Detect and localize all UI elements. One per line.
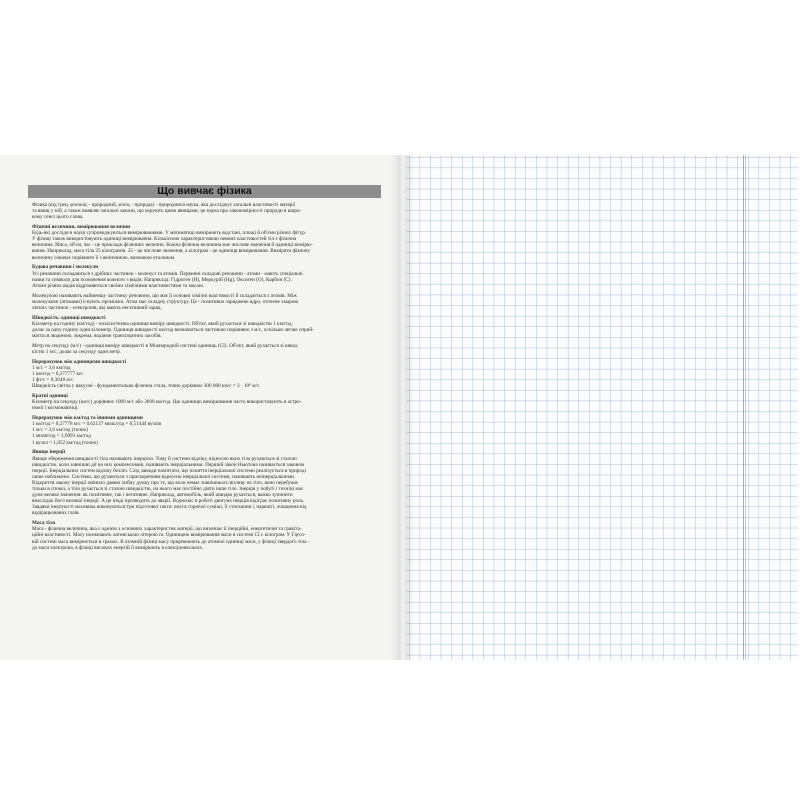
- text-line: 1 миля/год = 1,6093 км/год: [32, 433, 91, 440]
- text-line: Фізика (від грец. φυσικός - природний, φύσις - природа) - природнича наука, яка досліджує загальні властивості матерії: [32, 202, 296, 208]
- printed-reference-page: [0, 155, 400, 660]
- text-line: Метр на секунду (м/с) - одиниця виміру швидкості в Міжнародній системі одиниць (СІ). Об'єкт, який рухається зі швид-: [32, 342, 299, 349]
- text-line: дуже велике значення: як позитивне, так і негативне. Наприклад, автомобіль, який швидко рухається, важко зупинити: [32, 492, 293, 499]
- text-section: [32, 202, 382, 220]
- text-line: Молекулою називають найменшу частинку речовини, що має її основні хімічні властивості й складається з атомів. Між: [32, 292, 297, 299]
- text-line: Атоми різних видів відрізняються своїми хімічними властивостями та масою.: [32, 282, 205, 289]
- text-line: номії і космонавтиці.: [32, 405, 79, 412]
- text-line: ційні властивості. Масу позначають латинською літерою m. Одиницею вимірювання маси в системі СІ є кілограм. У Гаусо-: [32, 532, 306, 539]
- text-line: 1 км/год = 0,277777 м/с: [32, 371, 84, 378]
- text-section: [32, 359, 382, 389]
- text-line: до маси електрона, в фізиці високих енергій її вимірюють в електронвольтах.: [32, 544, 204, 551]
- section-heading: Фізичні величини, вимірювання величин: [32, 224, 131, 231]
- text-line: Будь-які досліди в науці супроводжуються вимірюваннями. У математиці вимірюють відстані, площі й об'єми різних фігур.: [32, 230, 306, 237]
- text-line: величину означає порівняти її з величиною, визнаною еталоном.: [32, 254, 176, 261]
- text-line: 1 фт/с = 0,3048 м/с: [32, 377, 74, 384]
- text-line: тільки в спокої, а тіло рухається зі сталою швидкістю, на нього має постійно діяти інше тіло. Інерція у побуті і техніці має: [32, 486, 304, 493]
- text-line: та явищ у ній, а також виявляє загальні закони, що керують цими явищами; це наука про закономірності природи в широ-: [32, 208, 302, 215]
- text-line: Відкриття закону інерції змінило давню хибну думку про те, що коли немає зовнішнього впливу на тіло, воно перебуває: [32, 479, 299, 486]
- text-line: легких частинок - електронів, які мають негативний заряд.: [32, 304, 162, 311]
- text-line: величина. Маса, об'єм, час - це приклади фізичних величин. Кожна фізична величина має числове значення й одиниці вимірю-: [32, 242, 313, 249]
- margin-line: [743, 155, 744, 660]
- text-section: [32, 520, 382, 550]
- text-line: вій системі маса вимірюється в грамах. В атомній фізиці масу прирівнюють до атомної одиниці маси, у фізиці твердого тіла -: [32, 538, 310, 545]
- text-section: [32, 449, 382, 516]
- section-heading: Будова речовини і молекули: [32, 264, 99, 271]
- text-line: Завдяки інертності маховика виконуються три підготовчі такти: впуск горючої суміші, її стискання і, нарешті, очищення від: [32, 504, 307, 511]
- text-line: кістю 1 м/с, долає за секунду один метр.: [32, 348, 122, 355]
- text-section: [32, 315, 382, 339]
- text-section: [32, 293, 382, 311]
- section-heading: Перерахунок між одиницями швидкості: [32, 358, 127, 365]
- text-line: молекулами (атомами) існують проміжки. Атом має складну структуру. Це - позитивно заряджене ядро, оточене хмарою: [32, 298, 299, 305]
- text-line: 1 м/с = 3,6 км/год: [32, 364, 71, 371]
- section-heading: Явище інерції: [32, 449, 66, 456]
- text-line: Маса - фізична величина, яка є однією з основних характеристик матерії, що визначає її інерційні, енергетичні та гравіта-: [32, 526, 302, 533]
- text-section: [32, 415, 382, 445]
- text-line: Явище збереження швидкості тіла називають інерцією. Тому й системи відліку, відносно яких тіла рухаються зі сталою: [32, 455, 297, 462]
- text-line: У фізиці також використовують одиниці вимірювання. Кількісною характеристикою певних властивостей тіл є фізична: [32, 236, 297, 243]
- text-section: [32, 224, 382, 261]
- text-line: вання. Наприклад, маса тіла 25 кілограмів. 25 - це числове значення, а кілограм - це одиниця вимірювання. Виміряти фізичну: [32, 248, 311, 255]
- text-line: долає за одну годину один кілометр. Одиниця швидкості км/год визначається частиною порівняно з м/с, оскільки легше сприй-: [32, 326, 314, 333]
- text-section: [32, 393, 382, 411]
- text-line: кому сенсі цього слова.: [32, 214, 84, 221]
- page-title: Що вивчає фізика: [28, 185, 381, 198]
- section-heading: Швидкість: одиниці швидкості: [32, 314, 106, 321]
- text-line: мається людиною, зокрема, водіями транспортних засобів.: [32, 332, 162, 339]
- grid-paper-page: [406, 155, 798, 660]
- text-line: лише наближено. Системи, що рухаються з прискоренням відносно інерціальної системи, називають неінерціальними.: [32, 473, 296, 480]
- margin-line: [745, 155, 746, 660]
- section-heading: Кратні одиниці: [32, 393, 68, 400]
- section-heading: Перерахунок між км/год та іншими одиницями: [32, 415, 143, 422]
- text-section: [32, 264, 382, 288]
- section-heading: Маса тіла: [32, 520, 56, 527]
- text-line: Швидкість світла у вакуумі - фундаментальна фізична стала, точно дорівнює 300 000 км/с = 3 · 10⁸ м/с.: [32, 383, 261, 390]
- text-line: назви та символи для позначення кожного з видів. Наприклад: Гідроген (H), Меркурій (Hg), Оксиген (O), Карбон (C).: [32, 276, 292, 283]
- text-section: [32, 343, 382, 355]
- text-line: інерції. Інерціальних систем відліку безліч. Слід завжди пам'ятати, що поняття інерціальної системи реалізується в природі: [32, 467, 306, 474]
- text-line: Кілометр на секунду (км/с) дорівнює 1000 м/с або 3600 км/год. Цю одиницю вимірювання часто використовують в астро-: [32, 399, 302, 406]
- text-line: Кілометр на годину (км/год) - позасистемна одиниця виміру швидкості. Об'єкт, який рухається зі швидкістю 1 км/год,: [32, 320, 293, 327]
- text-line: Усі речовини складаються з дрібних частинок - молекул та атомів. Первинні складові речовини - атоми - мають спеціальні: [32, 270, 303, 277]
- text-line: швидкістю, коли зовнішні дії на них компенсовані, називають інерціальними. Перший закон Ньютона називається законом: [32, 461, 305, 468]
- text-line: 1 м/с = 3,6 км/год (точно): [32, 427, 88, 434]
- text-line: внаслідок його великої інерції. А це іноді призводить до аварії. Водночас в роботі двигуна інерція відіграє позитивну роль.: [32, 498, 305, 505]
- text-line: відпрацьованих газів.: [32, 510, 80, 517]
- text-line: 1 вузол = 1,852 км/год (точно): [32, 439, 99, 446]
- reference-text: [32, 202, 382, 555]
- text-line: 1 км/год = 0,27778 м/с = 0,62137 миль/год = 0,51444 вузлів: [32, 421, 162, 428]
